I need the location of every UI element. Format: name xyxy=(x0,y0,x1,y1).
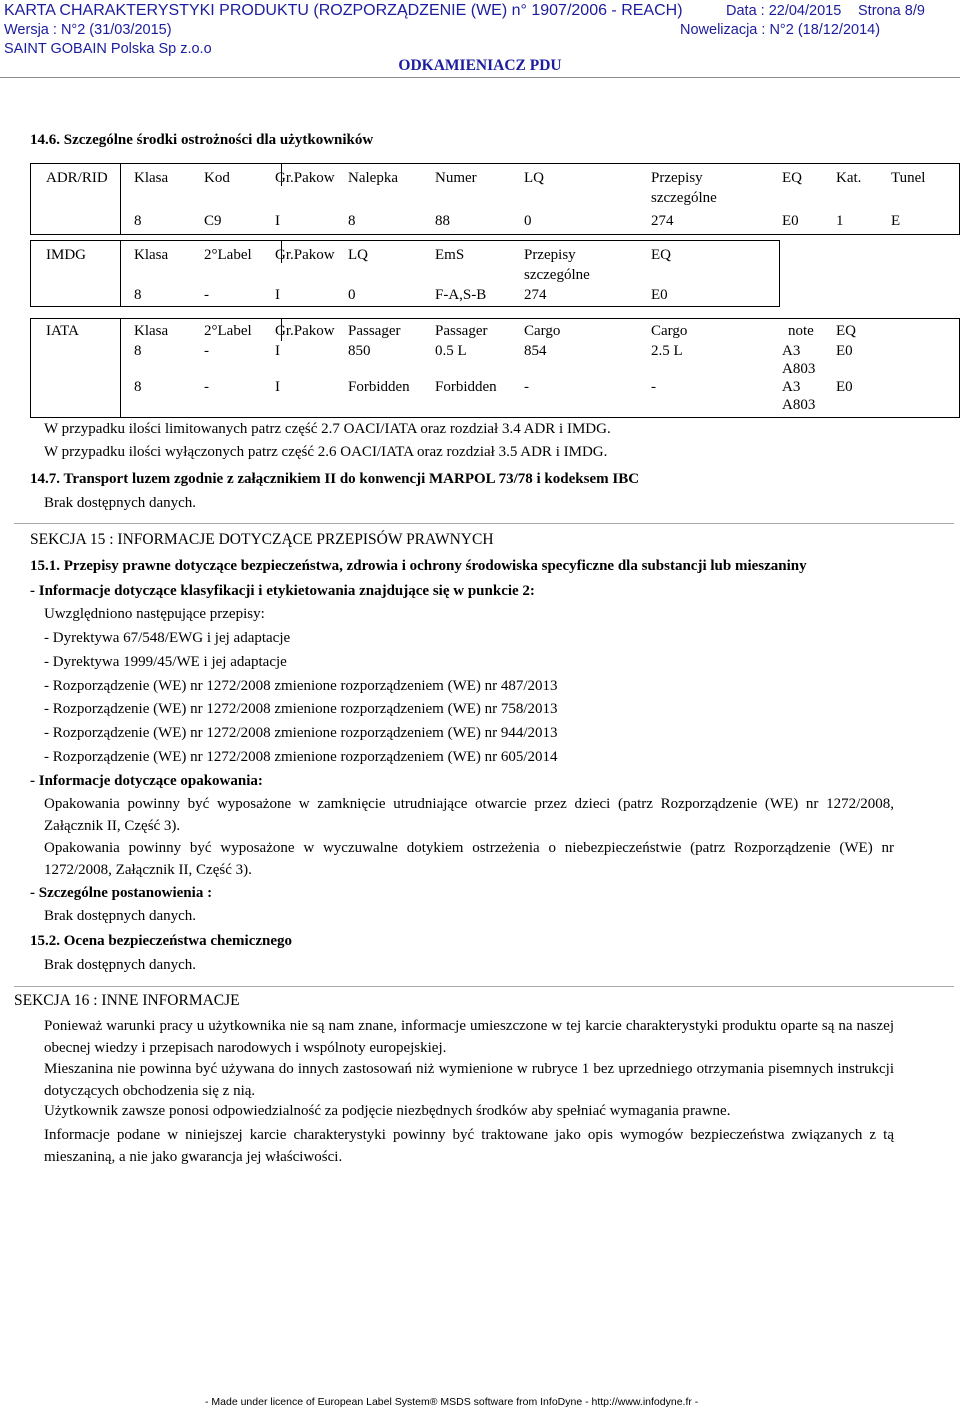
document-title: KARTA CHARAKTERYSTYKI PRODUKTU (ROZPORZĄDZENIE (WE) n° 1907/2006 - REACH) xyxy=(4,2,683,19)
adr-data-cell: C9 xyxy=(204,213,222,229)
imdg-data-cell: 274 xyxy=(524,287,547,303)
iata-data-cell: 854 xyxy=(524,343,547,359)
adr-header-cell: Numer xyxy=(435,170,477,186)
classification-info-title: - Informacje dotyczące klasyfikacji i etykietowania znajdujące się w punkcie 2: xyxy=(30,583,535,599)
adr-column-divider xyxy=(120,164,121,234)
iata-data-cell: 8 xyxy=(134,379,142,395)
iata-note-cell-line2: A803 xyxy=(782,397,816,413)
iata-header-cell: Klasa xyxy=(134,323,169,339)
regulation-item: - Rozporządzenie (WE) nr 1272/2008 zmienione rozporządzeniem (WE) nr 487/2013 xyxy=(44,678,558,694)
regulation-item: - Dyrektywa 1999/45/WE i jej adaptacje xyxy=(44,654,287,670)
adr-data-cell: 1 xyxy=(836,213,844,229)
header-divider xyxy=(0,77,960,78)
adr-header-cell-line2: szczególne xyxy=(651,190,717,206)
adr-data-cell: 274 xyxy=(651,213,674,229)
section-15-heading: SEKCJA 15 : INFORMACJE DOTYCZĄCE PRZEPISÓW PRAWNYCH xyxy=(30,531,494,548)
imdg-header-cell: 2°Label xyxy=(204,247,252,263)
adr-header-cell: Tunel xyxy=(891,170,926,186)
header-date: Data : 22/04/2015 xyxy=(726,3,842,19)
section-14-7-text: Brak dostępnych danych. xyxy=(44,495,197,511)
iata-data-cell: - xyxy=(204,379,209,395)
regulation-item: - Rozporządzenie (WE) nr 1272/2008 zmienione rozporządzeniem (WE) nr 758/2013 xyxy=(44,701,558,717)
header-page-number: Strona 8/9 xyxy=(858,3,925,19)
iata-data-cell: 8 xyxy=(134,343,142,359)
imdg-column-divider xyxy=(120,241,121,306)
adr-data-cell: E0 xyxy=(782,213,799,229)
iata-data-cell: 0.5 L xyxy=(435,343,467,359)
adr-rid-table xyxy=(30,163,960,235)
header-company: SAINT GOBAIN Polska Sp z.o.o xyxy=(4,41,212,57)
iata-note-cell-line2: A803 xyxy=(782,361,816,377)
iata-header-cell: Gr.Pakow xyxy=(275,323,335,339)
iata-data-cell: A3 xyxy=(782,343,801,359)
adr-data-cell: 88 xyxy=(435,213,450,229)
iata-data-cell: Forbidden xyxy=(348,379,410,395)
adr-header-cell: Gr.Pakow xyxy=(275,170,335,186)
imdg-data-cell: F-A,S-B xyxy=(435,287,487,303)
section-divider xyxy=(14,986,954,987)
product-name: ODKAMIENIACZ PDU xyxy=(398,57,562,74)
iata-header-cell: Passager xyxy=(435,323,488,339)
regulation-item: - Rozporządzenie (WE) nr 1272/2008 zmienione rozporządzeniem (WE) nr 605/2014 xyxy=(44,749,558,765)
packaging-paragraph: Opakowania powinny być wyposażone w wyczuwalne dotykiem ostrzeżenia o niebezpieczeństwie (patrz Rozporządzenie (WE) nr 1272/2008, Załącznik II, Część 3). xyxy=(44,840,894,878)
adr-data-cell: 8 xyxy=(348,213,356,229)
iata-data-cell: - xyxy=(651,379,656,395)
iata-header-cell: note xyxy=(788,323,814,339)
imdg-data-cell: E0 xyxy=(651,287,668,303)
adr-data-cell: 8 xyxy=(134,213,142,229)
imdg-header-cell-line2: szczególne xyxy=(524,267,590,283)
section-15-2-text: Brak dostępnych danych. xyxy=(44,957,197,973)
section-14-6-title: 14.6. Szczególne środki ostrożności dla użytkowników xyxy=(30,132,374,148)
adr-header-cell: Kat. xyxy=(836,170,862,186)
packaging-paragraph: Opakowania powinny być wyposażone w zamknięcie utrudniające otwarcie przez dzieci (patrz Rozporządzenie (WE) nr 1272/2008, Załącznik II, Część 3). xyxy=(44,796,894,834)
section-16-heading: SEKCJA 16 : INNE INFORMACJE xyxy=(14,992,240,1009)
iata-data-cell: E0 xyxy=(836,379,853,395)
iata-label: IATA xyxy=(46,323,79,339)
iata-data-cell: I xyxy=(275,343,280,359)
iata-header-cell: 2°Label xyxy=(204,323,252,339)
iata-header-cell: Passager xyxy=(348,323,401,339)
regulation-item: - Dyrektywa 67/548/EWG i jej adaptacje xyxy=(44,630,291,646)
iata-data-cell: Forbidden xyxy=(435,379,497,395)
imdg-label: IMDG xyxy=(46,247,86,263)
iata-data-cell: I xyxy=(275,379,280,395)
adr-data-cell: 0 xyxy=(524,213,532,229)
footer-licence: - Made under licence of European Label System® MSDS software from InfoDyne - http://www.infodyne.fr - xyxy=(205,1396,699,1408)
iata-data-cell: 850 xyxy=(348,343,371,359)
limited-quantity-note: W przypadku ilości limitowanych patrz część 2.7 OACI/IATA oraz rozdział 3.4 ADR i IMDG. xyxy=(44,421,611,437)
section-14-7-title: 14.7. Transport luzem zgodnie z załącznikiem II do konwencji MARPOL 73/78 i kodeksem IBC xyxy=(30,471,640,487)
section-divider xyxy=(14,523,954,524)
special-provisions-text: Brak dostępnych danych. xyxy=(44,908,197,924)
imdg-header-cell: Przepisy xyxy=(524,247,576,263)
classification-intro: Uwzględniono następujące przepisy: xyxy=(44,606,265,622)
iata-data-cell: - xyxy=(204,343,209,359)
adr-header-cell: LQ xyxy=(524,170,544,186)
other-info-paragraph: Informacje podane w niniejszej karcie charakterystyki powinny być traktowane jako opis wymogów bezpieczeństwa związanych z tą mieszaniną, a nie jako gwarancja jej właściwości. xyxy=(44,1127,894,1165)
header-version: Wersja : N°2 (31/03/2015) xyxy=(4,22,172,38)
iata-header-cell: Cargo xyxy=(651,323,688,339)
adr-header-cell: Przepisy xyxy=(651,170,703,186)
iata-header-cell: Cargo xyxy=(524,323,561,339)
section-15-2-title: 15.2. Ocena bezpieczeństwa chemicznego xyxy=(30,933,293,949)
adr-header-cell: Klasa xyxy=(134,170,169,186)
adr-data-cell: I xyxy=(275,213,280,229)
iata-table xyxy=(30,318,960,418)
adr-header-cell: EQ xyxy=(782,170,802,186)
iata-data-cell: 2.5 L xyxy=(651,343,683,359)
adr-data-cell: E xyxy=(891,213,901,229)
other-info-paragraph: Użytkownik zawsze ponosi odpowiedzialność za podjęcie niezbędnych środków aby spełniać wymagania prawne. xyxy=(44,1103,731,1119)
iata-data-cell: E0 xyxy=(836,343,853,359)
regulation-item: - Rozporządzenie (WE) nr 1272/2008 zmienione rozporządzeniem (WE) nr 944/2013 xyxy=(44,725,558,741)
imdg-header-cell: EQ xyxy=(651,247,671,263)
iata-data-cell: - xyxy=(524,379,529,395)
special-provisions-title: - Szczególne postanowienia : xyxy=(30,885,213,901)
adr-header-cell: Kod xyxy=(204,170,230,186)
imdg-header-cell: EmS xyxy=(435,247,465,263)
iata-data-cell: A3 xyxy=(782,379,801,395)
adr-header-cell: Nalepka xyxy=(348,170,398,186)
imdg-data-cell: 8 xyxy=(134,287,142,303)
imdg-data-cell: - xyxy=(204,287,209,303)
other-info-paragraph: Mieszanina nie powinna być używana do innych zastosowań niż wymienione w rubryce 1 bez uprzedniego otrzymania pisemnych instrukcji dotyczących obchodzenia się z nią. xyxy=(44,1061,894,1099)
other-info-paragraph: Ponieważ warunki pracy u użytkownika nie są nam znane, informacje umieszczone w tej karcie charakterystyki produktu oparte są na naszej obecnej wiedzy i przepisach narodowych i wspólnoty europejskiej. xyxy=(44,1018,894,1056)
iata-header-cell: EQ xyxy=(836,323,856,339)
header-revision: Nowelizacja : N°2 (18/12/2014) xyxy=(680,22,881,38)
imdg-data-cell: I xyxy=(275,287,280,303)
section-15-1-title: 15.1. Przepisy prawne dotyczące bezpieczeństwa, zdrowia i ochrony środowiska specyficzne dla substancji lub mieszaniny xyxy=(30,558,807,574)
imdg-data-cell: 0 xyxy=(348,287,356,303)
imdg-header-cell: Klasa xyxy=(134,247,169,263)
packaging-info-title: - Informacje dotyczące opakowania: xyxy=(30,773,263,789)
iata-column-divider xyxy=(120,319,121,417)
excepted-quantity-note: W przypadku ilości wyłączonych patrz część 2.6 OACI/IATA oraz rozdział 3.5 ADR i IMDG. xyxy=(44,444,608,460)
adr-rid-label: ADR/RID xyxy=(46,170,108,186)
imdg-header-cell: Gr.Pakow xyxy=(275,247,335,263)
imdg-header-cell: LQ xyxy=(348,247,368,263)
